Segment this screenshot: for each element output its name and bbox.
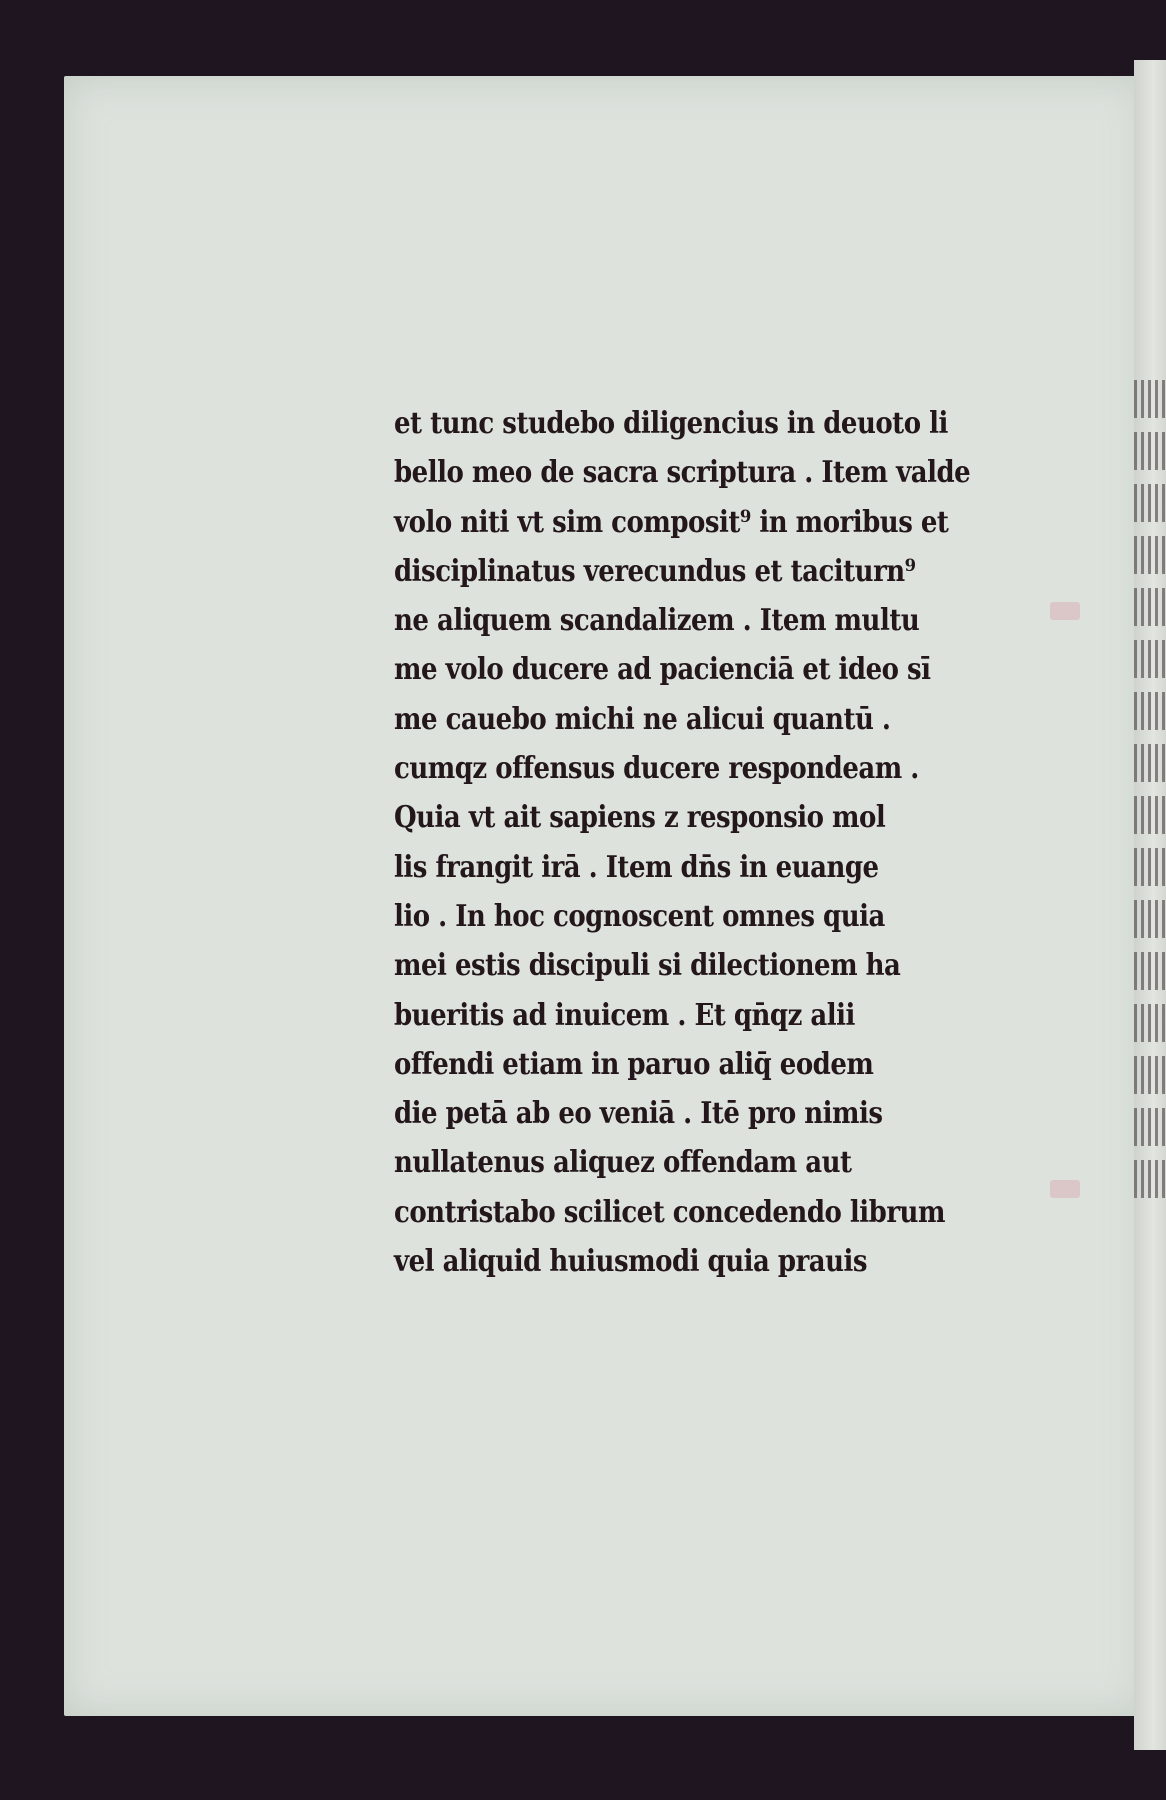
text-line: bello meo de sacra scriptura . Item valde bbox=[394, 455, 971, 491]
text-line: cumqz offensus ducere respondeam . bbox=[394, 751, 919, 787]
text-line: Quia vt ait sapiens z responsio mol bbox=[394, 801, 886, 836]
text-line: lio . In hoc cognoscent omnes quia bbox=[394, 899, 885, 935]
text-line: lis frangit irā . Item dn̄s in euange bbox=[394, 850, 879, 885]
text-line: contristabo scilicet concedendo librum bbox=[394, 1195, 945, 1230]
adjacent-page-text-fragment bbox=[1134, 380, 1166, 1280]
text-line: bueritis ad inuicem . Et qn̄qz alii bbox=[394, 998, 855, 1033]
text-line: vel aliquid huiusmodi quia prauis bbox=[394, 1244, 868, 1280]
text-line: me cauebo michi ne alicui quantū . bbox=[394, 702, 891, 737]
text-line: mei estis discipuli si dilectionem ha bbox=[394, 948, 901, 984]
manuscript-text-block bbox=[394, 400, 1084, 1287]
text-line: nullatenus aliquez offendam aut bbox=[394, 1146, 852, 1181]
text-line: disciplinatus verecundus et taciturn⁹ bbox=[394, 554, 916, 590]
text-line: die petā ab eo veniā . Itē pro nimis bbox=[394, 1096, 883, 1132]
text-line: ne aliquem scandalizem . Item multu bbox=[394, 603, 920, 639]
text-line: et tunc studebo diligencius in deuoto li bbox=[394, 406, 948, 442]
text-line: volo niti vt sim composit⁹ in moribus et bbox=[394, 505, 949, 540]
text-line: me volo ducere ad pacienciā et ideo sī bbox=[394, 653, 931, 688]
text-line: offendi etiam in paruo aliq̄ eodem bbox=[394, 1047, 874, 1083]
